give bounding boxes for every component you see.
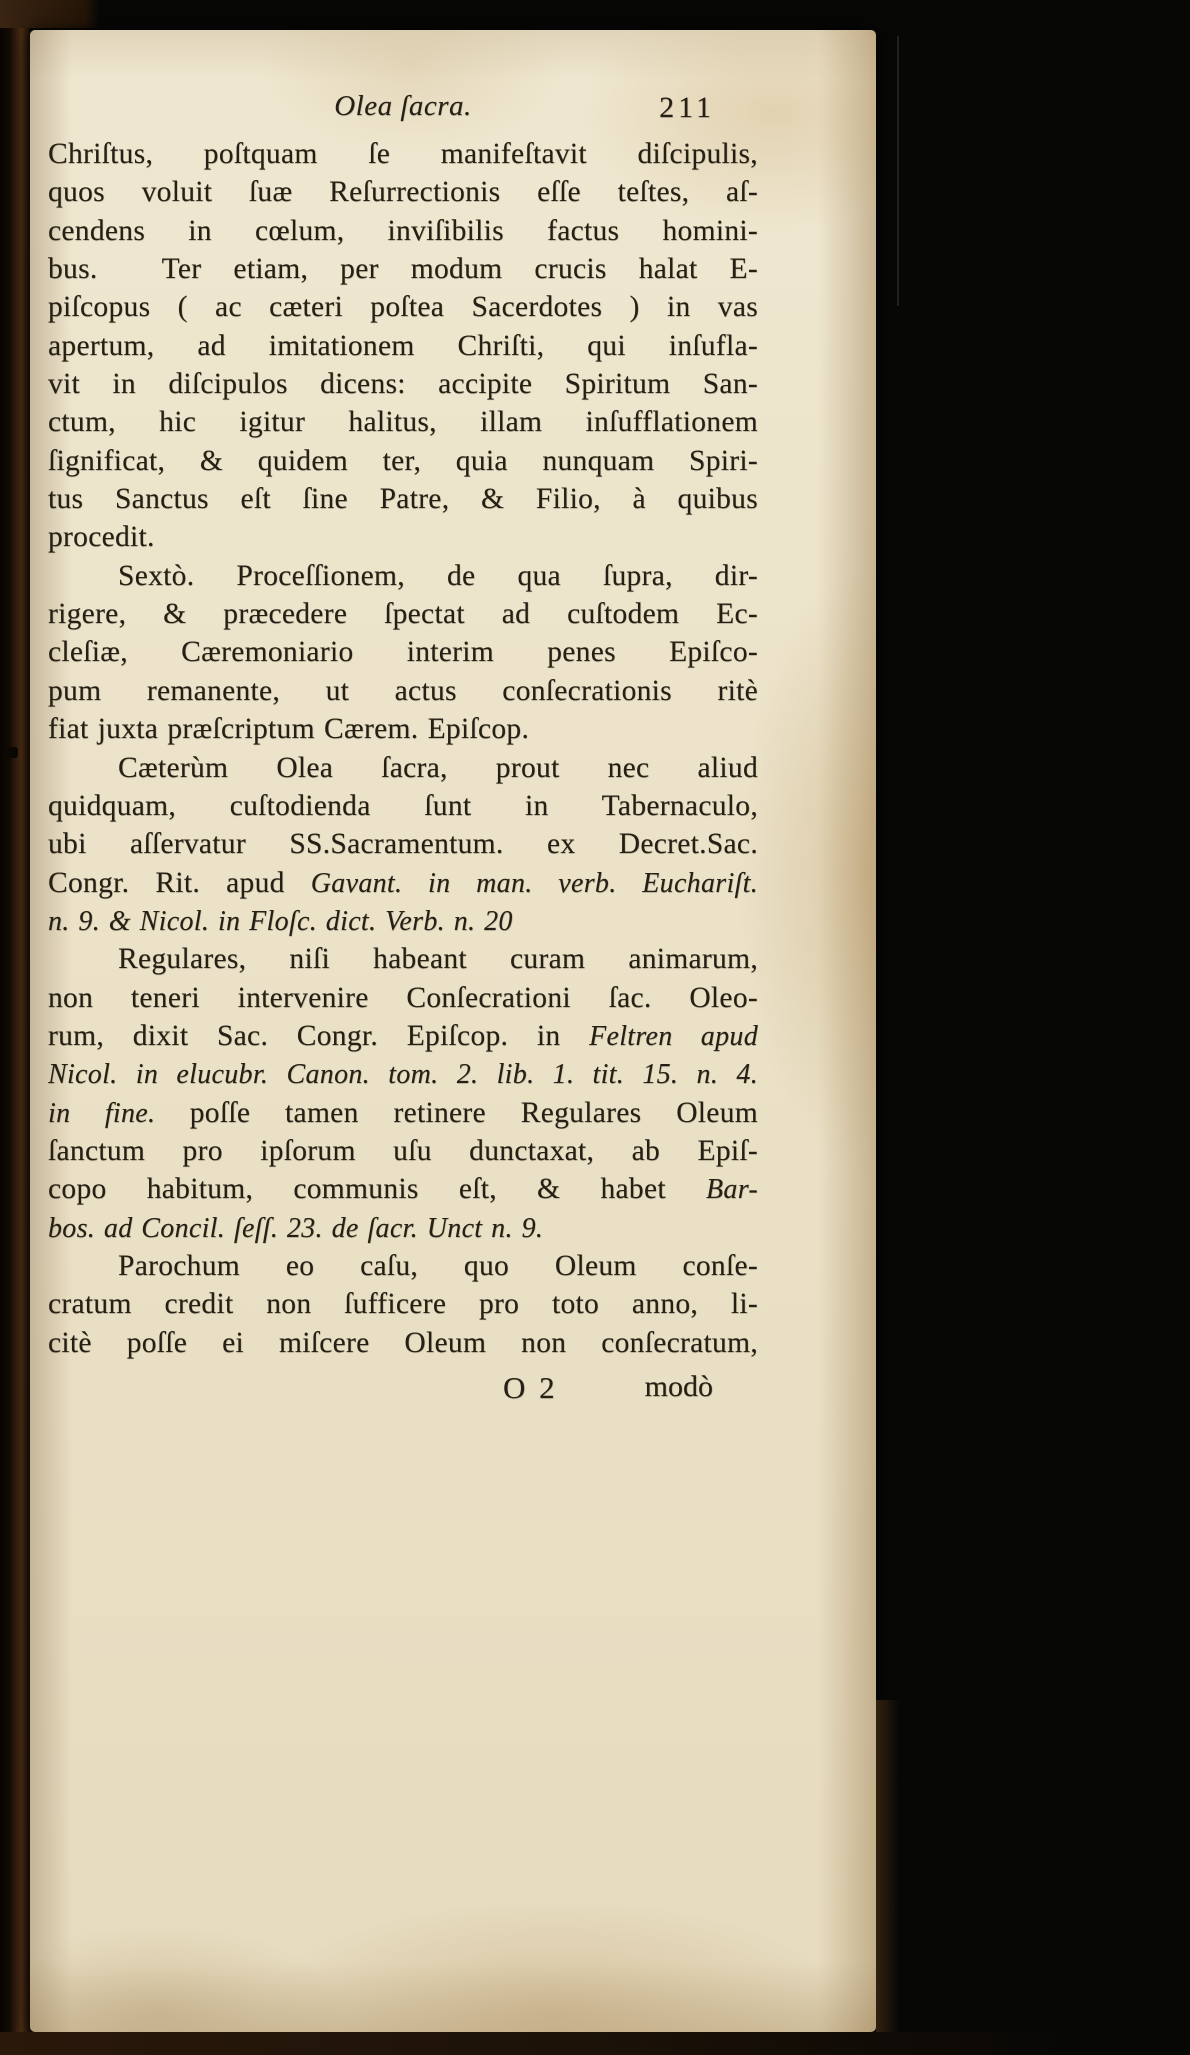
text-segment: Regulares, niſi habeant curam animarum, bbox=[118, 943, 758, 976]
text-segment: Bar- bbox=[706, 1174, 758, 1206]
text-segment: tus Sanctus eſt ſine Patre, & Filio, à quibus bbox=[48, 483, 758, 516]
text-line bbox=[48, 480, 758, 518]
text-line bbox=[48, 1209, 758, 1247]
body-text bbox=[48, 135, 758, 1362]
text-line bbox=[48, 250, 758, 288]
text-line bbox=[48, 365, 758, 403]
text-line bbox=[48, 288, 758, 326]
book-binding-corner bbox=[0, 0, 100, 28]
text-line bbox=[48, 672, 758, 710]
text-segment: bus. Ter etiam, per modum crucis halat E- bbox=[48, 253, 758, 286]
text-segment: vit in diſcipulos dicens: accipite Spiritum San- bbox=[48, 368, 758, 401]
text-segment: quos voluit ſuæ Reſurrectionis eſſe teſtes, aſ- bbox=[48, 176, 758, 209]
text-segment: quidquam, cuſtodienda ſunt in Tabernaculo, bbox=[48, 789, 758, 822]
signature-mark: O 2 bbox=[503, 1370, 558, 1405]
text-line bbox=[48, 135, 758, 173]
text-segment: rum, dixit Sac. Congr. Epiſcop. in bbox=[48, 1019, 590, 1052]
text-line bbox=[48, 633, 758, 671]
text-segment: rigere, & præcedere ſpectat ad cuſtodem Ec- bbox=[48, 598, 758, 631]
text-line bbox=[48, 518, 758, 556]
text-segment: piſcopus ( ac cæteri poſtea Sacerdotes ) in vas bbox=[48, 291, 758, 324]
text-line bbox=[48, 1094, 758, 1132]
catchword: modò bbox=[644, 1370, 713, 1403]
text-line bbox=[48, 557, 758, 595]
text-segment: Feltren apud bbox=[589, 1020, 758, 1052]
text-line bbox=[48, 1055, 758, 1093]
book-binding-edge bbox=[0, 0, 30, 2055]
text-line bbox=[48, 1017, 758, 1055]
text-line bbox=[48, 327, 758, 365]
text-line bbox=[48, 1132, 758, 1170]
text-line bbox=[48, 403, 758, 441]
text-line bbox=[48, 1285, 758, 1323]
text-segment: copo habitum, communis eſt, & habet bbox=[48, 1173, 707, 1206]
page-header bbox=[48, 90, 758, 132]
text-line bbox=[48, 979, 758, 1017]
text-segment: ſanctum pro ipſorum uſu dunctaxat, ab Epiſ- bbox=[48, 1134, 758, 1167]
text-line bbox=[48, 749, 758, 787]
text-segment: cendens in cœlum, inviſibilis factus homini- bbox=[48, 214, 758, 247]
text-line bbox=[48, 940, 758, 978]
text-segment: Chriſtus, poſtquam ſe manifeſtavit diſcipulis, bbox=[48, 138, 758, 170]
book-page bbox=[30, 30, 876, 2032]
text-segment: apertum, ad imitationem Chriſti, qui inſufla- bbox=[48, 329, 758, 362]
text-segment: non teneri intervenire Conſecrationi ſac. Oleo- bbox=[48, 981, 758, 1014]
text-line bbox=[48, 864, 758, 902]
running-title: Olea ſacra. bbox=[334, 90, 472, 122]
text-line bbox=[48, 442, 758, 480]
text-segment: procedit. bbox=[48, 521, 155, 554]
text-segment: bos. ad Concil. ſeſſ. 23. de ſacr. Unct n. 9. bbox=[48, 1212, 544, 1244]
book-bottom-edge bbox=[0, 2032, 1065, 2055]
text-line bbox=[48, 1170, 758, 1208]
text-segment: ctum, hic igitur halitus, illam inſufflationem bbox=[48, 406, 758, 439]
text-segment: fiat juxta præſcriptum Cærem. Epiſcop. bbox=[48, 713, 530, 746]
text-segment: citè poſſe ei miſcere Oleum non conſecratum, bbox=[48, 1326, 758, 1359]
binding-ink-mark bbox=[3, 747, 18, 758]
text-line bbox=[48, 710, 758, 748]
text-line bbox=[48, 902, 758, 940]
text-line bbox=[48, 1247, 758, 1285]
text-segment: pum remanente, ut actus conſecrationis ritè bbox=[48, 674, 758, 707]
page-deckle-edge bbox=[876, 1700, 900, 2032]
text-segment: ſignificat, & quidem ter, quia nunquam Spiri- bbox=[48, 444, 758, 477]
text-segment: cleſiæ, Cæremoniario interim penes Epiſco- bbox=[48, 636, 758, 669]
text-line bbox=[48, 595, 758, 633]
text-segment: poſſe tamen retinere Regulares Oleum bbox=[189, 1096, 758, 1129]
text-segment: ubi aſſervatur SS.Sacramentum. ex Decret.Sac. bbox=[48, 828, 758, 861]
text-segment: n. 9. & Nicol. in Floſc. dict. Verb. n. 20 bbox=[48, 905, 513, 937]
text-segment: cratum credit non ſufficere pro toto anno, li- bbox=[48, 1288, 758, 1321]
text-segment: Gavant. in man. verb. Euchariſt. bbox=[310, 867, 758, 899]
text-segment: in fine. bbox=[48, 1097, 190, 1129]
text-segment: Congr. Rit. apud bbox=[48, 866, 311, 899]
page-edge-highlight bbox=[897, 36, 899, 306]
page-footer bbox=[48, 1370, 758, 1412]
page-number: 211 bbox=[659, 91, 715, 124]
text-line bbox=[48, 173, 758, 211]
text-line bbox=[48, 1324, 758, 1362]
text-segment: Cæterùm Olea ſacra, prout nec aliud bbox=[118, 751, 758, 784]
text-line bbox=[48, 825, 758, 863]
text-line bbox=[48, 212, 758, 250]
text-segment: Sextò. Proceſſionem, de qua ſupra, dir- bbox=[118, 559, 758, 592]
text-segment: Parochum eo caſu, quo Oleum conſe- bbox=[118, 1249, 758, 1282]
text-segment: Nicol. in elucubr. Canon. tom. 2. lib. 1. tit. 15. n. 4. bbox=[48, 1059, 758, 1091]
text-line bbox=[48, 787, 758, 825]
